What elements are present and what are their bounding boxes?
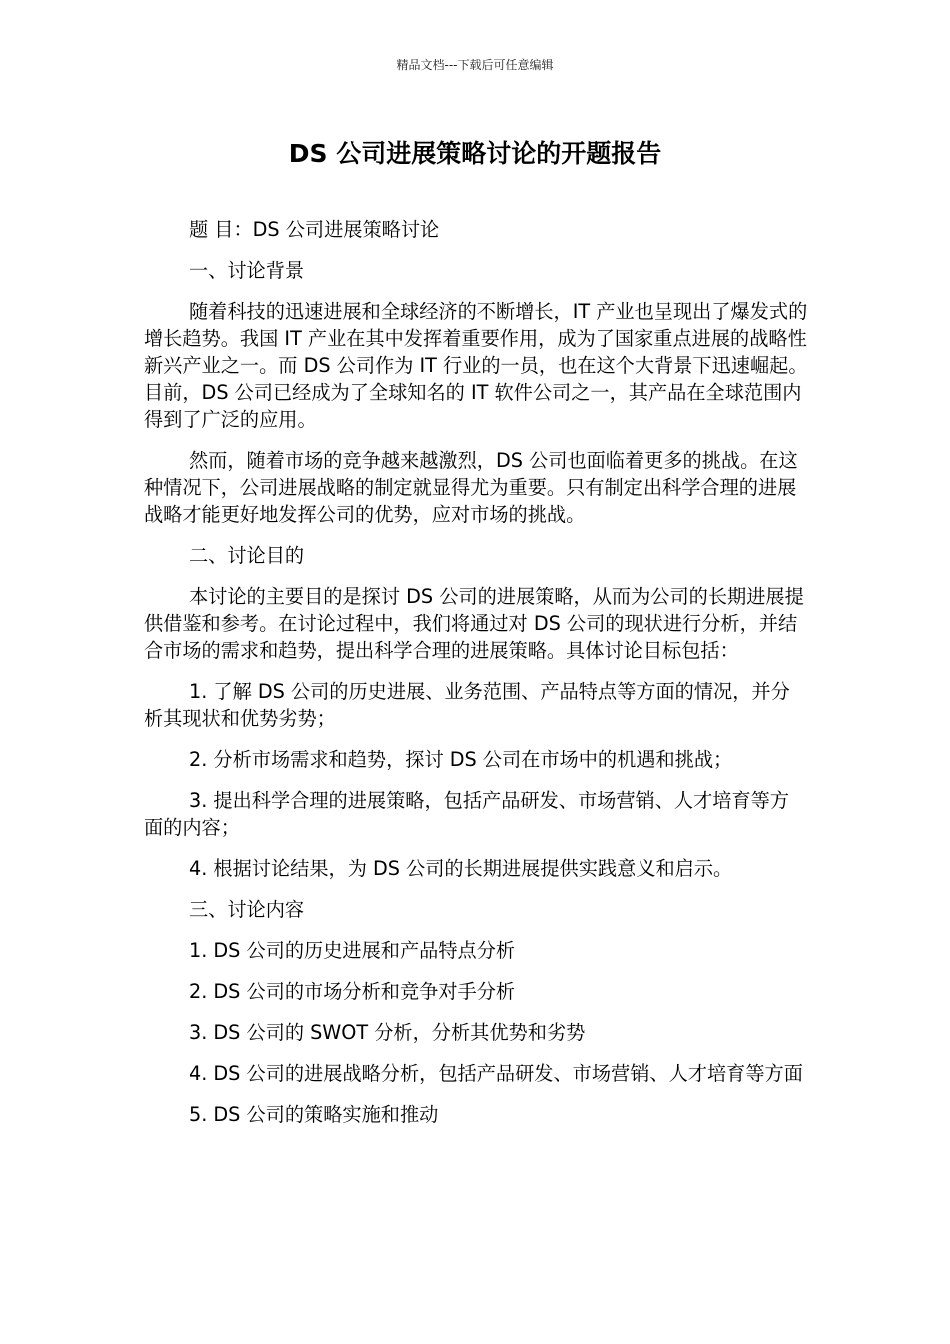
content-item-3: 3. DS 公司的 SWOT 分析，分析其优势和劣势 [189, 1021, 586, 1044]
topic-line: 题 目：DS 公司进展策略讨论 [189, 218, 440, 241]
document-body [144, 216, 808, 1142]
purpose-paragraph: 本讨论的主要目的是探讨 DS 公司的进展策略，从而为公司的长期进展提供借鉴和参考。在讨论过程中，我们将通过对 DS 公司的现状进行分析，并结合市场的需求和趋势，提出科学合理的进展策略。具体讨论目标包括： [144, 585, 804, 662]
goal-item-1: 1. 了解 DS 公司的历史进展、业务范围、产品特点等方面的情况，并分析其现状和优势劣势； [144, 680, 790, 730]
document-title: DS 公司进展策略讨论的开题报告 [288, 139, 662, 168]
goal-item-2: 2. 分析市场需求和趋势，探讨 DS 公司在市场中的机遇和挑战； [189, 748, 733, 771]
section-heading-background: 一、讨论背景 [189, 259, 305, 282]
background-paragraph-1: 随着科技的迅速进展和全球经济的不断增长，IT 产业也呈现出了爆发式的增长趋势。我国 IT 产业在其中发挥着重要作用，成为了国家重点进展的战略性新兴产业之一。而 DS 公司作为 IT 行业的一员，也在这个大背景下迅速崛起。目前，DS 公司已经成为了全球知名的 IT 软件公司之一，其产品在全球范围内得到了广泛的应用。 [144, 300, 808, 431]
section-heading-purpose: 二、讨论目的 [189, 544, 305, 567]
content-item-1: 1. DS 公司的历史进展和产品特点分析 [189, 939, 516, 962]
goal-item-4: 4. 根据讨论结果，为 DS 公司的长期进展提供实践意义和启示。 [189, 857, 733, 880]
content-item-4: 4. DS 公司的进展战略分析，包括产品研发、市场营销、人才培育等方面 [189, 1062, 803, 1085]
page-header: 精品文档---下载后可任意编辑 [396, 58, 554, 72]
content-item-2: 2. DS 公司的市场分析和竞争对手分析 [189, 980, 516, 1003]
goal-item-3: 3. 提出科学合理的进展策略，包括产品研发、市场营销、人才培育等方面的内容； [144, 789, 790, 839]
content-item-5: 5. DS 公司的策略实施和推动 [189, 1103, 439, 1126]
background-paragraph-2: 然而，随着市场的竞争越来越激烈，DS 公司也面临着更多的挑战。在这种情况下，公司进展战略的制定就显得尤为重要。只有制定出科学合理的进展战略才能更好地发挥公司的优势，应对市场的挑战。 [144, 449, 798, 526]
section-heading-content: 三、讨论内容 [189, 898, 305, 921]
